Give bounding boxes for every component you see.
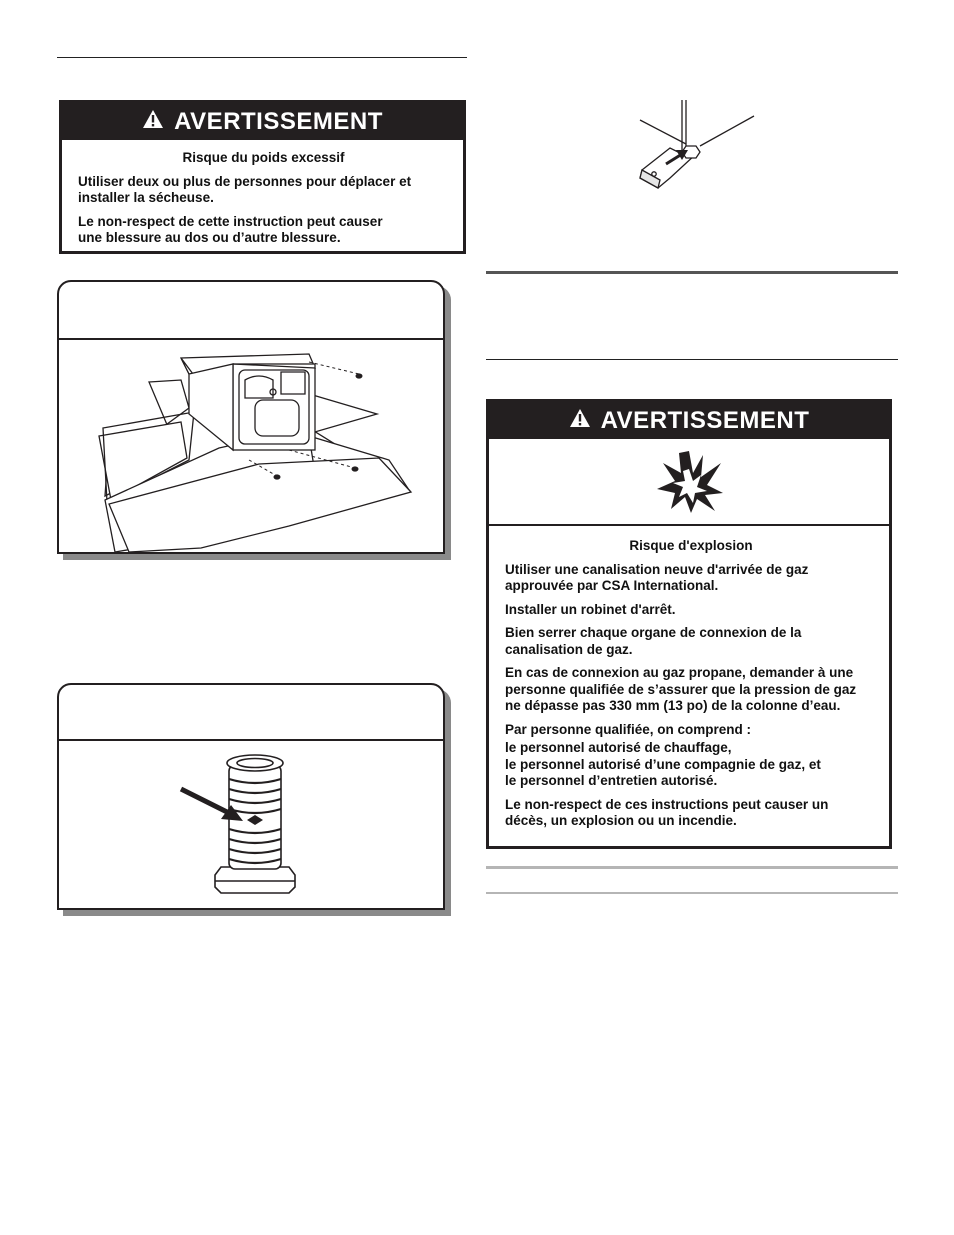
section-rule-thin xyxy=(486,359,898,360)
warning-item-5: Par personne qualifiée, on comprend : xyxy=(505,721,752,737)
warning-instruction: Utiliser deux ou plus de personnes pour déplacer et installer la sécheuse. xyxy=(78,173,412,205)
warning-triangle-icon xyxy=(569,407,591,435)
dryer-carton-illustration xyxy=(59,340,443,552)
gas-hook-illustration xyxy=(630,98,760,198)
warning-item-3: Bien serrer chaque organe de connexion de la canalisation de gaz. xyxy=(505,625,802,657)
section-rule-light xyxy=(486,866,898,869)
section-rule-heavy xyxy=(486,271,898,274)
warning-box-weight xyxy=(59,100,466,254)
warning-title: AVERTISSEMENT xyxy=(174,107,383,135)
qualified-3: le personnel d’entretien autorisé. xyxy=(505,773,718,788)
warning-header xyxy=(62,103,463,140)
warning-item-2: Installer un robinet d'arrêt. xyxy=(505,601,676,617)
section-rule-light-2 xyxy=(486,892,898,894)
qualified-2: le personnel autorisé d’une compagnie de gaz, et xyxy=(505,756,821,772)
warning-triangle-icon xyxy=(142,108,164,136)
explosion-icon xyxy=(655,449,725,515)
hazard-title: Risque d'explosion xyxy=(629,538,753,553)
leveling-leg-illustration xyxy=(169,743,339,905)
warning-consequence: Le non-respect de ces instructions peut causer un décès, un explosion ou un incendie. xyxy=(505,796,829,828)
warning-header xyxy=(489,402,889,439)
figure-dryer-on-carton xyxy=(57,280,445,554)
warning-title: AVERTISSEMENT xyxy=(600,406,810,434)
warning-item-1: Utiliser une canalisation neuve d'arrivée de gaz approuvée par CSA International. xyxy=(505,561,809,593)
top-rule-left xyxy=(57,57,467,58)
figure-leveling-leg xyxy=(57,683,445,910)
qualified-1: le personnel autorisé de chauffage, xyxy=(505,740,732,755)
warning-box-explosion xyxy=(486,399,892,849)
warning-consequence: Le non-respect de cette instruction peut causer une blessure au dos ou d’autre blessure. xyxy=(78,213,383,245)
explosion-symbol-area xyxy=(489,439,889,526)
warning-item-4: En cas de connexion au gaz propane, demander à une personne qualifiée de s’assurer que la pression de gaz ne dépasse pas 330 mm (13 po) de la colonne d’eau. xyxy=(505,665,857,713)
hazard-title: Risque du poids excessif xyxy=(182,150,345,165)
